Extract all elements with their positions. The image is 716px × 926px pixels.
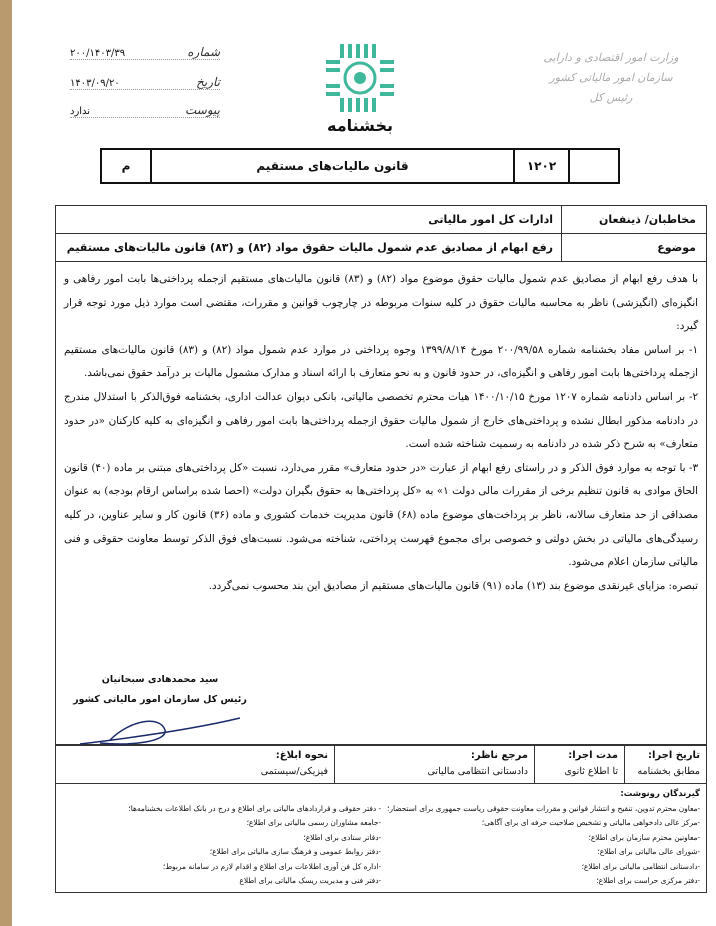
audience-label: مخاطبان/ ذینفعان bbox=[561, 206, 706, 233]
date-value: ۱۴۰۳/۰۹/۲۰ bbox=[70, 78, 120, 89]
empty-cell bbox=[569, 149, 619, 183]
subject-value: رفع ابهام از مصادیق عدم شمول مالیات حقوق مواد (۸۲) و (۸۳) قانون مالیات‌های مستقیم bbox=[66, 241, 553, 254]
law-title: قانون مالیات‌های مستقیم bbox=[151, 149, 514, 183]
subject-label: موضوع bbox=[561, 234, 706, 261]
recipient: -معاونین محترم سازمان برای اطلاع؛ bbox=[588, 832, 700, 842]
recipient: -دادستانی انتظامی مالیاتی برای اطلاع؛ bbox=[581, 861, 700, 871]
recipient: -مرکز عالی دادخواهی مالیاتی و تشخیص صلاحیت حرفه ای برای آگاهی؛ bbox=[481, 818, 700, 827]
paragraph: با هدف رفع ابهام از مصادیق عدم شمول مالیات حقوق موضوع مواد (۸۲) و (۸۳) قانون مالیات‌های مستقیم ازجمله پرداختی‌ها بابت امور رفاهی و انگیزه‌ای (انگیزشی) ناظر به محاسبه مالیات حقوق در کلیه سنوات مربوطه در چارچوب قوانین و مقررات، مقتضی است موارد ذیل مورد توجه قرار گیرد: bbox=[64, 273, 698, 333]
circular-code: ۱۲۰۲ bbox=[514, 149, 569, 183]
recipients-label: گیرندگان رونوشت: bbox=[620, 789, 700, 799]
date-field bbox=[70, 68, 220, 90]
signer-name: سید محمدهادی سبحانیان bbox=[101, 674, 219, 685]
number-label: شماره bbox=[187, 45, 220, 59]
duration-label: مدت اجرا: bbox=[568, 750, 618, 761]
recipient: - دفتر حقوقی و قراردادهای مالیاتی برای اطلاع و درج در بانک اطلاعات بخشنامه‌ها؛ bbox=[128, 803, 381, 813]
cc-recipients bbox=[56, 784, 706, 892]
method-cell bbox=[56, 746, 334, 783]
law-letter: م bbox=[101, 149, 151, 183]
recipient: -اداره کل فن آوری اطلاعات برای اطلاع و اقدام لازم در سامانه مربوط؛ bbox=[162, 861, 381, 871]
number-value: ۲۰۰/۱۴۰۳/۳۹ bbox=[70, 48, 126, 59]
page-edge bbox=[0, 0, 12, 926]
recipients-left-column bbox=[62, 802, 381, 889]
ministry-line: رئیس کل bbox=[589, 91, 633, 104]
date-label: تاریخ bbox=[196, 75, 220, 89]
ministry-letterhead bbox=[526, 48, 696, 108]
attachment-value: ندارد bbox=[70, 106, 91, 117]
recipient: -دفتر مرکزی حراست برای اطلاع؛ bbox=[596, 876, 700, 885]
attachment-label: پیوست bbox=[185, 103, 220, 117]
subject-row bbox=[56, 234, 706, 262]
document-type: بخشنامه bbox=[327, 116, 393, 135]
recipient: -جامعه مشاوران رسمی مالیاتی برای اطلاع؛ bbox=[246, 818, 381, 827]
paragraph: تبصره: مزایای غیرنقدی موضوع بند (۱۳) ماده (۹۱) قانون مالیات‌های مستقیم از مصادیق این بند محسوب نمی‌گردد. bbox=[208, 579, 698, 592]
recipients-right-column bbox=[381, 802, 700, 889]
exec-date-value: مطابق بخشنامه bbox=[637, 766, 700, 777]
supervisor-label: مرجع ناظر: bbox=[470, 750, 528, 761]
audience-row bbox=[56, 206, 706, 234]
execution-info-table bbox=[55, 745, 707, 893]
paragraph: ۱- بر اساس مفاد بخشنامه شماره ۲۰۰/۹۹/۵۸ مورخ ۱۳۹۹/۸/۱۴ وجوه پرداختی در موارد عدم شمول مواد (۸۲) و (۸۳) قانون مالیات‌های مستقیم ازجمله پرداختی‌ها بابت امور رفاهی و انگیزه‌ای، در حدود قانون و به نحو متعارف با ارائه اسناد و مدارک مشمول مالیات بر درآمد حقوق نمی‌باشد. bbox=[64, 343, 698, 380]
paragraph: ۲- بر اساس دادنامه شماره ۱۲۰۷ مورخ ۱۴۰۰/۱۰/۱۵ هیات محترم تخصصی مالیاتی، بانکی دیوان عدالت اداری، بخشنامه فوق‌الذکر با استدلال مندرج در دادنامه مذکور ابطال نشده و پرداختی‌های خارج از شمول مالیات حقوق ازجمله پرداختی‌ها بابت امور رفاهی و انگیزه‌ای به کلیه کارکنان «در حدود متعارف» به شرح ذکر شده در دادنامه به رسمیت شناخته شده است. bbox=[64, 390, 698, 451]
method-label: نحوه ابلاغ: bbox=[275, 750, 328, 761]
circular-code-box bbox=[100, 148, 620, 184]
ministry-line: سازمان امور مالیاتی کشور bbox=[549, 71, 673, 84]
ministry-line: وزارت امور اقتصادی و دارایی bbox=[543, 51, 679, 64]
exec-date-cell bbox=[624, 746, 706, 783]
supervisor-cell bbox=[334, 746, 534, 783]
circular-text bbox=[56, 262, 706, 604]
circular-body-table bbox=[55, 205, 707, 745]
recipient: -دفتر فنی و مدیریت ریسک مالیاتی برای اطلاع bbox=[239, 876, 381, 885]
exec-date-label: تاریخ اجرا: bbox=[648, 750, 700, 761]
audience-value: ادارات کل امور مالیاتی bbox=[428, 213, 553, 226]
recipient: -شورای عالی مالیاتی برای اطلاع؛ bbox=[597, 847, 700, 856]
attachment-field bbox=[70, 96, 220, 118]
tax-organization-logo bbox=[322, 40, 398, 116]
supervisor-value: دادستانی انتظامی مالیاتی bbox=[427, 766, 528, 777]
handwritten-signature bbox=[70, 710, 250, 750]
recipient: -دفتر روابط عمومی و فرهنگ سازی مالیاتی برای اطلاع؛ bbox=[209, 847, 381, 856]
number-field bbox=[70, 38, 220, 60]
duration-value: تا اطلاع ثانوی bbox=[564, 766, 618, 777]
duration-cell bbox=[534, 746, 624, 783]
recipient: -دفاتر ستادی برای اطلاع؛ bbox=[303, 832, 381, 842]
signer-title: رئیس کل سازمان امور مالیاتی کشور bbox=[73, 694, 247, 705]
paragraph: ۳- با توجه به موارد فوق الذکر و در راستای رفع ابهام از عبارت «در حدود متعارف» مقرر می‌دارد، نسبت «کل پرداختی‌های مبتنی بر ماده (۴۰) قانون الحاق موادی به قانون تنظیم برخی از مقررات مالی دولت ۱» به «کل پرداختی‌ها به حقوق بگیران دولت» (احصا شده براساس ارقام بودجه) به عنوان مصداقی از حد متعارف سالانه، ناظر بر پرداخت‌های موضوع ماده (۶۸) قانون مدیریت خدمات کشوری و ماده (۳۶) قانون کار و سایر عناوین، در کلیه رسیدگی‌های مالیاتی در بخش دولتی و خصوصی برای مجموع فهرست پرداختی، شناخته می‌شود. نسبت‌های فوق الذکر توسط معاونت حقوقی و فنی مالیاتی سازمان اعلام می‌شود. bbox=[64, 461, 699, 569]
method-value: فیزیکی/سیستمی bbox=[260, 766, 328, 777]
execution-row bbox=[56, 746, 706, 784]
recipient: -معاون محترم تدوین، تنقیح و انتشار قوانین و مقررات معاونت حقوقی ریاست جمهوری برای استحضار؛ bbox=[387, 803, 700, 813]
